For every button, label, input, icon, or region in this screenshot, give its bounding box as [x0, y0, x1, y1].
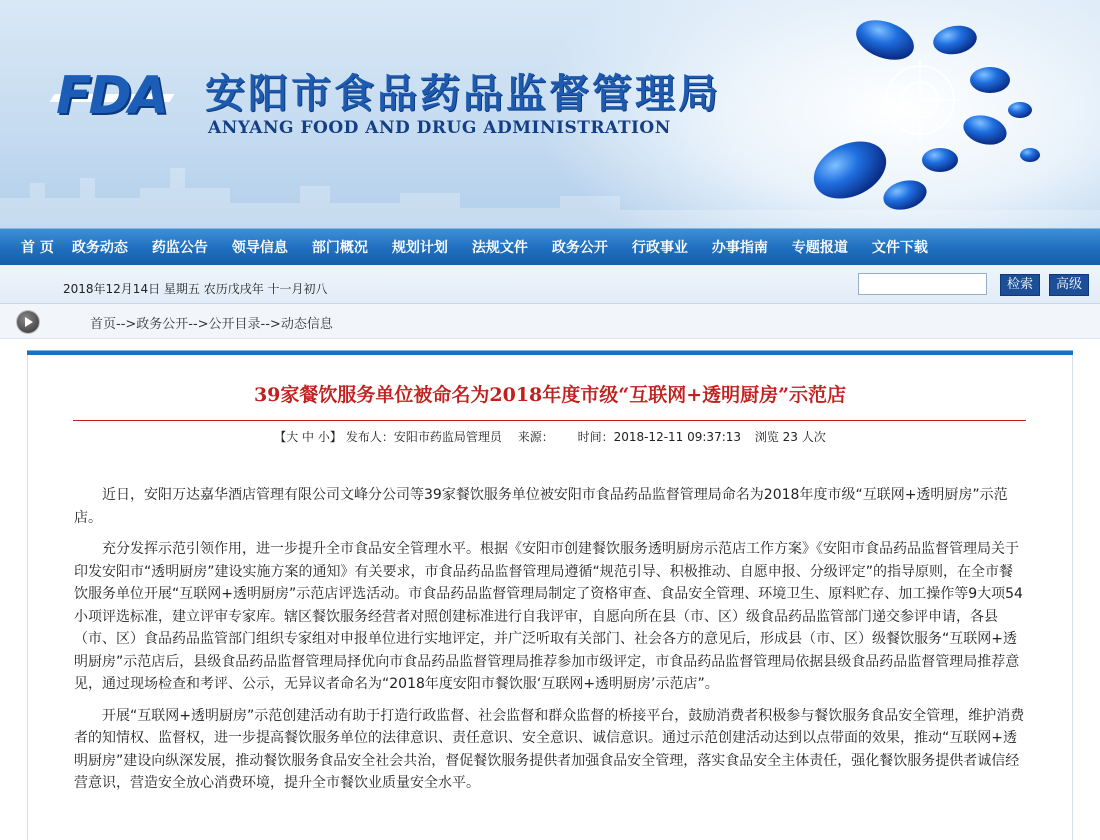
article-title: 39家餐饮服务单位被命名为2018年度市级“互联网+透明厨房”示范店 — [253, 384, 847, 406]
nav-item-leadership[interactable]: 领导信息 — [231, 240, 288, 256]
article-body — [74, 484, 1026, 804]
article-publisher: 发布人：安阳市药监局管理员 — [345, 430, 502, 444]
article-paragraph: 近日，安阳万达嘉华酒店管理有限公司文峰分公司等39家餐饮服务单位被安阳市食品药品监督管理局命名为2018年度市级“互联网+透明厨房”示范店。 — [74, 487, 1008, 526]
breadcrumb-bar — [0, 304, 1100, 339]
nav-item-special-reports[interactable]: 专题报道 — [791, 240, 848, 256]
title-divider — [73, 420, 1026, 421]
play-icon — [17, 311, 39, 333]
nav-item-downloads[interactable]: 文件下载 — [871, 240, 928, 256]
logo-text: FDA — [56, 66, 166, 126]
article-meta — [22, 428, 1078, 445]
article-paragraph: 充分发挥示范引领作用，进一步提升全市食品安全管理水平。根据《安阳市创建餐饮服务透明厨房示范店工作方案》《安阳市食品药品监督管理局关于印发安阳市“透明厨房”建设实施方案的通知》有关要求，市食品药品监督管理局遵循“规范引导、积极推动、自愿申报、分级评定”的指导原则，在全市餐饮服务单位开展“互联网+透明厨房”示范店评选活动。市食品药品监督管理局制定了资格审查、食品安全管理、环境卫生、原料贮存、加工操作等9大项54小项评选标准，建立评审专家库。辖区餐饮服务经营者对照创建标准进行自我评审，自愿向所在县（市、区）级食品药品监管部门递交参评申请，各县（市、区）食品药品监管部门组织专家组对申报单位进行实地评定，并广泛听取有关部门、社会各方的意见后，形成县（市、区）级餐饮服务“互联网+透明厨房”示范店后，县级食品药品监督管理局择优向市食品药品监督管理局推荐参加市级评定，市食品药品监督管理局依据县级食品药品监督管理局推荐意见，通过现场检查和考评、公示，无异议者命名为“2018年度安阳市餐饮服‘互联网+透明厨房’示范店”。 — [74, 541, 1023, 692]
nav-item-home[interactable]: 首 页 — [21, 240, 54, 256]
breadcrumb[interactable]: 首页-->政务公开-->公开目录-->动态信息 — [90, 317, 333, 332]
article-paragraph: 开展“互联网+透明厨房”示范创建活动有助于打造行政监督、社会监督和群众监督的桥接平台，鼓励消费者积极参与餐饮服务食品安全管理，维护消费者的知情权、监督权，进一步提高餐饮服务单位的法律意识、责任意识、安全意识、诚信意识。通过示范创建活动达到以点带面的效果，推动“互联网+透明厨房”建设向纵深发展，推动餐饮服务食品安全社会共治，督促餐饮服务提供者加强食品安全管理，落实食品安全主体责任，强化餐饮服务提供者诚信经营意识，营造安全放心消费环境，提升全市餐饮业质量安全水平。 — [74, 707, 1025, 791]
nav-item-public-affairs[interactable]: 政务公开 — [551, 240, 608, 256]
site-title-cn: 安阳市食品药品监督管理局 — [205, 70, 721, 117]
site-banner — [0, 0, 1100, 228]
nav-item-departments[interactable]: 部门概况 — [311, 240, 368, 256]
nav-item-guide[interactable]: 办事指南 — [711, 240, 768, 256]
content-top-border — [27, 350, 1073, 355]
main-nav — [0, 228, 1100, 266]
nav-item-announcements[interactable]: 药监公告 — [151, 240, 208, 256]
search-input[interactable] — [858, 273, 987, 295]
date-search-bar — [0, 265, 1100, 304]
nav-item-plans[interactable]: 规划计划 — [391, 240, 448, 256]
pills-decoration — [780, 0, 1100, 228]
nav-item-news[interactable]: 政务动态 — [71, 240, 128, 256]
fda-logo[interactable] — [52, 66, 178, 128]
current-date: 2018年12月14日 星期五 农历戊戌年 十一月初八 — [63, 282, 328, 296]
search-button[interactable]: 检索 — [1000, 274, 1040, 296]
article-container — [22, 350, 1078, 840]
site-title-en: ANYANG FOOD AND DRUG ADMINISTRATION — [208, 118, 671, 138]
nav-item-admin-affairs[interactable]: 行政事业 — [631, 240, 688, 256]
nav-item-regulations[interactable]: 法规文件 — [471, 240, 528, 256]
advanced-search-button[interactable]: 高级 — [1049, 274, 1089, 296]
article-views: 浏览 23 人次 — [754, 430, 826, 444]
font-size-switcher[interactable]: 【大 中 小】 — [274, 430, 342, 444]
article-time: 时间：2018-12-11 09:37:13 — [577, 430, 742, 444]
article-source: 来源： — [517, 430, 554, 444]
